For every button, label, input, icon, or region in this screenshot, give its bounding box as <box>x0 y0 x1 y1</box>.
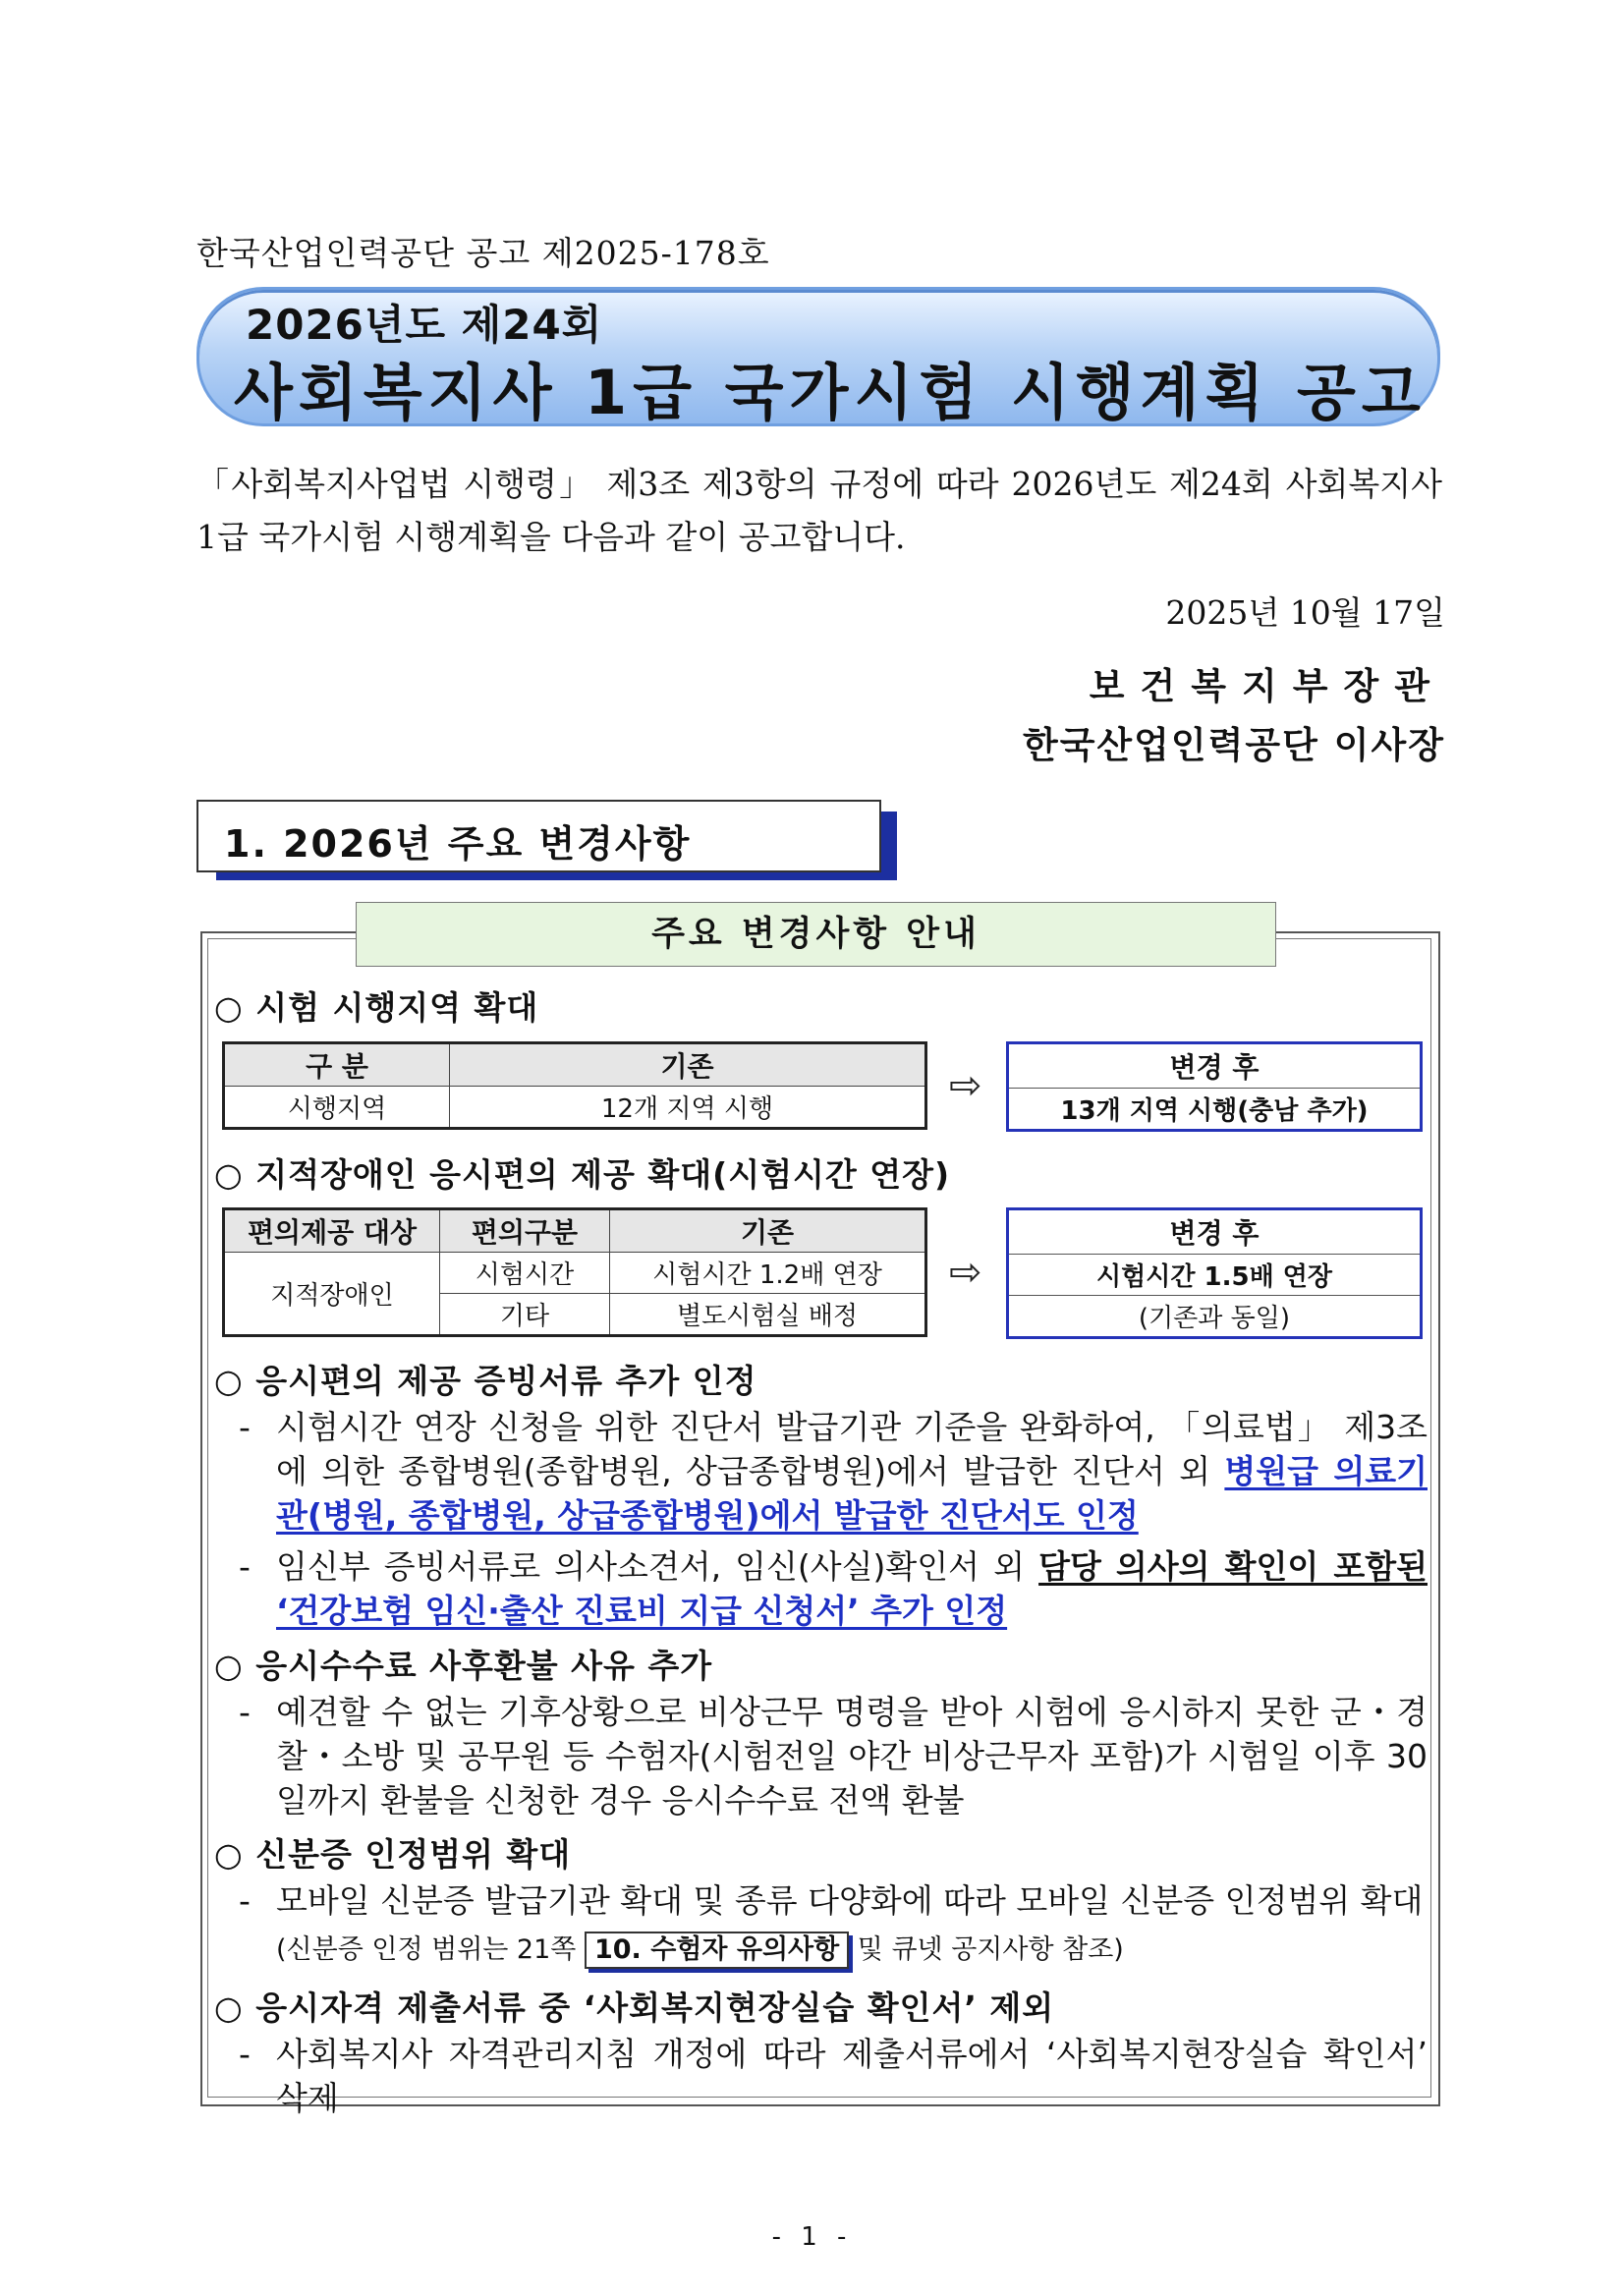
dash-marker: - <box>239 1547 251 1586</box>
refund-dash <box>239 1690 1428 1822</box>
disability-target: 지적장애인 <box>224 1253 440 1336</box>
issuer-minister: 보건복지부장관 <box>1089 664 1445 707</box>
disability-row1-type: 시험시간 <box>440 1253 610 1294</box>
region-header-existing: 기존 <box>450 1043 926 1087</box>
item-region-title: ○ 시험 시행지역 확대 <box>214 988 539 1027</box>
page-number: - 1 - <box>771 2222 853 2252</box>
documents-dash-1-emphasis: 병원급 의료기관(병원, 종합병원, 상급종합병원)에서 발급한 진단서도 인정 <box>276 1452 1428 1535</box>
id-note-pre: (신분증 인정 범위는 21쪽 <box>276 1934 577 1965</box>
item-documents-title: ○ 응시편의 제공 증빙서류 추가 인정 <box>214 1362 757 1400</box>
disability-after-value-2: (기존과 동일) <box>1009 1296 1420 1336</box>
dash-marker: - <box>239 1408 251 1446</box>
disability-row1-existing: 시험시간 1.2배 연장 <box>610 1253 926 1294</box>
qualification-dash-text: 사회복지사 자격관리지침 개정에 따라 제출서류에서 ‘사회복지현장실습 확인서’ 삭제 <box>276 2035 1428 2117</box>
section-title: 1. 2026년 주요 변경사항 <box>224 822 692 866</box>
documents-dash-2 <box>239 1544 1428 1633</box>
page-title: 사회복지사 1급 국가시험 시행계획 공고 <box>234 357 1427 428</box>
documents-dash-1 <box>239 1405 1428 1538</box>
documents-dash-1-text: 시험시간 연장 신청을 위한 진단서 발급기관 기준을 완화하여, 「의료법」 제3조에 의한 종합병원(종합병원, 상급종합병원)에서 발급한 진단서 외 <box>276 1408 1428 1490</box>
disability-table <box>222 1207 927 1337</box>
disability-row2-existing: 별도시험실 배정 <box>610 1293 926 1335</box>
region-table <box>222 1041 927 1130</box>
arrow-right-icon: ⇨ <box>949 1063 982 1108</box>
title-subheading: 2026년도 제24회 <box>246 301 603 349</box>
region-header-category: 구 분 <box>224 1043 450 1087</box>
disability-header-existing: 기존 <box>610 1209 926 1253</box>
disability-row2-type: 기타 <box>440 1293 610 1335</box>
notice-number: 한국산업인력공단 공고 제2025-178호 <box>196 234 770 272</box>
item-qualification-title: ○ 응시자격 제출서류 중 ‘사회복지현장실습 확인서’ 제외 <box>214 1988 1055 2027</box>
region-row-label: 시행지역 <box>224 1087 450 1129</box>
documents-dash-2-bold: 담당 의사의 확인이 포함된 <box>1038 1547 1428 1586</box>
item-id-title: ○ 신분증 인정범위 확대 <box>214 1835 572 1874</box>
item-refund-title: ○ 응시수수료 사후환불 사유 추가 <box>214 1647 713 1685</box>
refund-dash-text: 예견할 수 없는 기후상황으로 비상근무 명령을 받아 시험에 응시하지 못한 군・경찰・소방 및 공무원 등 수험자(시험전일 야간 비상근무자 포함)가 시험일 이후 30일까지 환불을 신청한 경우 응시수수료 전액 환불 <box>276 1693 1428 1820</box>
disability-after-box <box>1006 1207 1423 1339</box>
disability-header-target: 편의제공 대상 <box>224 1209 440 1253</box>
id-note <box>276 1928 1124 1969</box>
disability-after-value-1: 시험시간 1.5배 연장 <box>1009 1255 1420 1296</box>
reference-box: 10. 수험자 유의사항 <box>585 1932 849 1969</box>
item-disability-title: ○ 지적장애인 응시편의 제공 확대(시험시간 연장) <box>214 1155 951 1194</box>
qualification-dash <box>239 2032 1428 2120</box>
disability-after-header: 변경 후 <box>1169 1217 1260 1251</box>
dash-marker: - <box>239 1881 251 1920</box>
issuer-agency: 한국산업인력공단 이사장 <box>1022 723 1445 766</box>
intro-paragraph: 「사회복지사업법 시행령」 제3조 제3항의 규정에 따라 2026년도 제24회 사회복지사 1급 국가시험 시행계획을 다음과 같이 공고합니다. <box>196 465 1442 556</box>
disability-header-type: 편의구분 <box>440 1209 610 1253</box>
changes-box-title: 주요 변경사항 안내 <box>356 902 1276 967</box>
id-dash <box>239 1878 1428 1923</box>
region-after-value: 13개 지역 시행(충남 추가) <box>1009 1089 1420 1129</box>
id-dash-text: 모바일 신분증 발급기관 확대 및 종류 다양화에 따라 모바일 신분증 인정범위 확대 <box>276 1881 1424 1920</box>
dash-marker: - <box>239 1693 251 1731</box>
documents-dash-2-text: 임신부 증빙서류로 의사소견서, 임신(사실)확인서 외 <box>276 1547 1039 1586</box>
dash-marker: - <box>239 2035 251 2073</box>
region-row-existing: 12개 지역 시행 <box>450 1087 926 1129</box>
documents-dash-2-emphasis: ‘건강보험 임신·출산 진료비 지급 신청서’ 추가 인정 <box>276 1592 1008 1630</box>
notice-date: 2025년 10월 17일 <box>1165 593 1445 632</box>
arrow-right-icon: ⇨ <box>949 1250 982 1295</box>
region-after-box <box>1006 1041 1423 1132</box>
region-after-header: 변경 후 <box>1169 1051 1260 1085</box>
id-note-post: 및 큐넷 공지사항 참조) <box>857 1934 1124 1965</box>
